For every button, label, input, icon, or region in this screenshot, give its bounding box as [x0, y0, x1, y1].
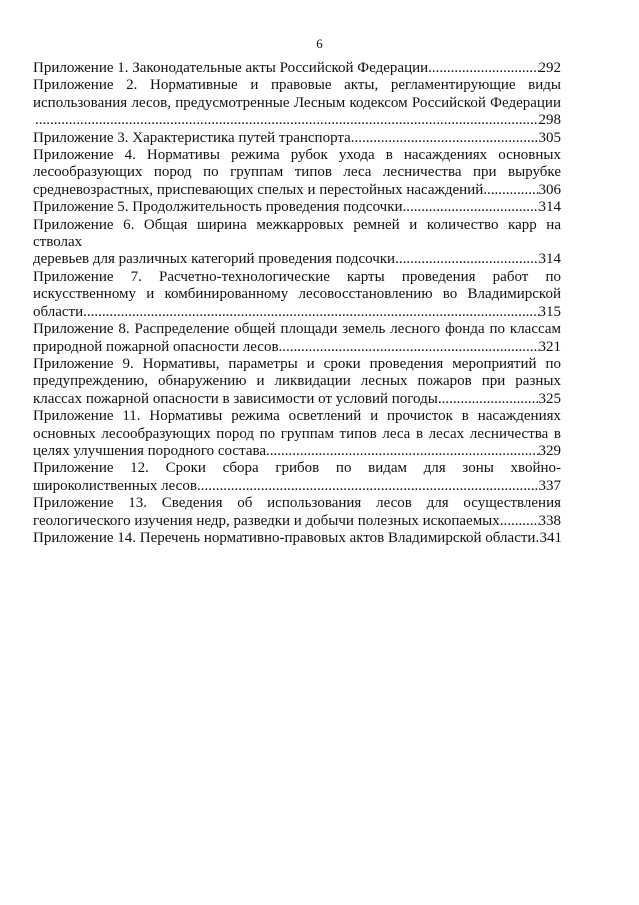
toc-entry[interactable] — [33, 356, 561, 408]
toc-entry-last-line — [33, 443, 561, 460]
toc-entry-line: Приложение 2. Нормативные и правовые акты, регламентирующие виды — [33, 77, 561, 94]
toc-entry-last-line — [33, 339, 561, 356]
toc-entry-line: Приложение 11. Нормативы режима осветлений и прочисток в насаждениях — [33, 408, 561, 425]
toc-entry-line: Приложение 13. Сведения об использования лесов для осуществления — [33, 495, 561, 512]
toc-entry-page-number: 337 — [538, 477, 561, 494]
toc-entry-last-line — [33, 513, 561, 530]
toc-entry[interactable] — [33, 408, 561, 460]
toc-entry-line: основных лесообразующих пород по группам типов леса в лесах лесничества в — [33, 425, 561, 442]
dot-leader — [500, 513, 539, 530]
toc-entry-title: Приложение 1. Законодательные акты Российской Федерации — [33, 60, 429, 76]
toc-entry-page-number: 338 — [538, 512, 561, 529]
toc-entry-title: области — [33, 303, 84, 320]
toc-entry-last-line — [33, 304, 561, 321]
toc-entry[interactable] — [33, 217, 561, 269]
toc-entry-last-line — [33, 391, 561, 408]
toc-entry-line: Приложение 12. Сроки сбора грибов по видам для зоны хвойно- — [33, 460, 561, 477]
toc-entry[interactable] — [33, 199, 561, 216]
toc-entry-line: предупреждению, обнаружению и ликвидации лесных пожаров при разных — [33, 373, 561, 390]
toc-entry-line: Приложение 4. Нормативы режима рубок ухода в насаждениях основных — [33, 147, 561, 164]
toc-entry-title: Приложение 14. Перечень нормативно-правовых актов Владимирской области — [33, 529, 536, 546]
toc-entry-page-number: 314 — [538, 251, 561, 268]
toc-entry[interactable] — [33, 495, 561, 530]
toc-entry-page-number: 298 — [538, 112, 561, 129]
toc-entry-title: геологического изучения недр, разведки и добычи полезных ископаемых — [33, 512, 500, 529]
toc-entry-last-line — [33, 130, 561, 147]
toc-entry-last-line — [33, 199, 561, 216]
toc-entry-page-number: 329 — [538, 442, 561, 459]
dot-leader — [83, 304, 538, 321]
toc-entry[interactable] — [33, 530, 561, 547]
toc-entry-title: Приложение 3. Характеристика путей транспорта — [33, 129, 351, 146]
dot-leader — [266, 443, 538, 460]
toc-entry-line: искусственному и комбинированному лесовосстановлению во Владимирской — [33, 286, 561, 303]
toc-entry-last-line — [33, 60, 561, 77]
dot-leader — [197, 478, 539, 495]
toc-entry-last-line — [33, 478, 561, 495]
toc-entry-last-line — [33, 530, 561, 547]
toc-entry-last-line — [33, 182, 561, 199]
toc-entry[interactable] — [33, 460, 561, 495]
toc-entry-title: широколиственных лесов — [33, 477, 197, 494]
toc-entry-page-number: 314 — [538, 199, 561, 216]
page-number: 6 — [316, 36, 323, 51]
dot-leader — [395, 251, 538, 268]
toc-entry-line: Приложение 7. Расчетно-технологические карты проведения работ по — [33, 268, 561, 285]
dot-leader — [279, 339, 539, 356]
toc-entry-line: использования лесов, предусмотренные Лесным кодексом Российской Федерации — [33, 94, 561, 111]
dot-leader — [438, 391, 539, 408]
toc-entry-page-number: 325 — [538, 390, 561, 407]
toc-entry-line: Приложение 8. Распределение общей площади земель лесного фонда по классам — [33, 321, 561, 338]
toc-entry-title: Приложение 5. Продолжительность проведения подсочки — [33, 199, 403, 216]
dot-leader — [403, 199, 539, 216]
toc-entry-page-number: 315 — [538, 303, 561, 320]
toc-entry-title: классах пожарной опасности в зависимости от условий погоды — [33, 390, 438, 407]
toc-entry-title: целях улучшения породного состава — [33, 442, 267, 459]
toc-entry-page-number: 305 — [538, 129, 561, 146]
table-of-contents — [33, 60, 561, 547]
toc-entry[interactable] — [33, 269, 561, 321]
toc-entry[interactable] — [33, 321, 561, 356]
toc-entry-page-number: 292 — [538, 60, 561, 76]
toc-entry-title: деревьев для различных категорий проведения подсочки — [33, 251, 396, 268]
toc-entry-page-number: 321 — [538, 338, 561, 355]
toc-entry-line: Приложение 9. Нормативы, параметры и сроки проведения мероприятий по — [33, 355, 561, 372]
toc-entry[interactable] — [33, 147, 561, 199]
toc-entry-last-line — [33, 251, 561, 268]
toc-entry-title: природной пожарной опасности лесов — [33, 338, 279, 355]
dot-leader — [483, 182, 538, 199]
toc-entry-page-number: 306 — [538, 181, 561, 198]
toc-entry-last-line — [33, 112, 561, 129]
toc-entry[interactable] — [33, 77, 561, 129]
dot-leader — [428, 60, 538, 77]
toc-entry-title: средневозрастных, приспевающих спелых и перестойных насаждений — [33, 181, 484, 198]
dot-leader — [351, 130, 539, 147]
toc-entry[interactable] — [33, 60, 561, 77]
toc-entry-line: Приложение 6. Общая ширина межкарровых ремней и количество карр на стволах — [33, 216, 561, 251]
toc-entry-page-number: 341 — [539, 529, 562, 546]
toc-entry[interactable] — [33, 130, 561, 147]
toc-entry-line: лесообразующих пород по группам типов леса лесничества при вырубке — [33, 164, 561, 181]
dot-leader — [35, 112, 539, 129]
